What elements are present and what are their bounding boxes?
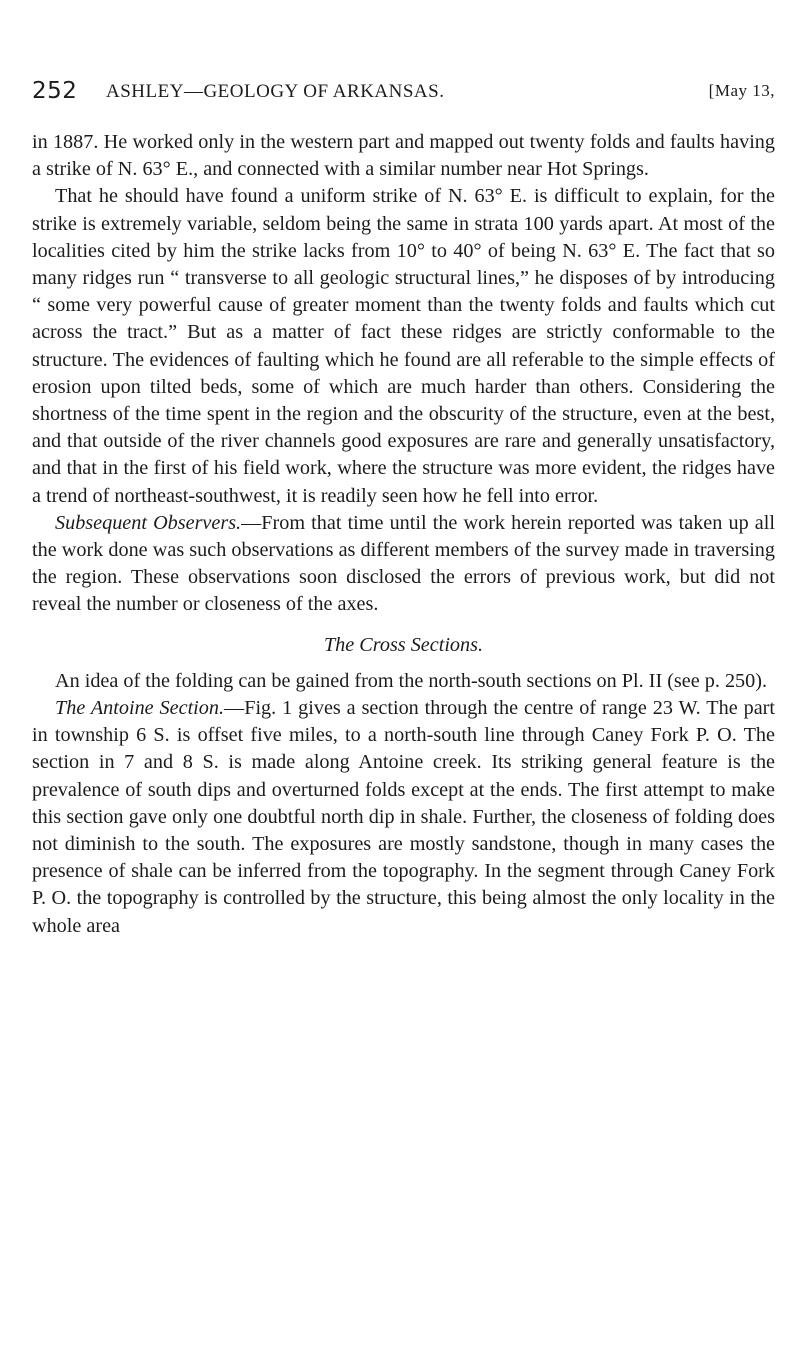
body-text	[32, 129, 775, 940]
running-title: ASHLEY—GEOLOGY OF ARKANSAS.	[106, 81, 445, 102]
paragraph-3-lead: Subsequent Observers.	[55, 511, 242, 534]
paragraph-4: An idea of the folding can be gained from the north-south sections on Pl. II (see p. 250).	[55, 669, 767, 692]
paragraph-2: That he should have found a uniform strike of N. 63° E. is difficult to explain, for the strike is extremely variable, seldom being the same in strata 100 yards apart. At most of the localities cited by him the strike lacks from 10° to 40° of being N. 63° E. The fact that so many ridges run “ transverse to all geologic structural lines,” he disposes of by introducing “ some very powerful cause of greater moment than the twenty folds and faults which cut across the tract.” But as a matter of fact these ridges are strictly conformable to the structure. The evidences of faulting which he found are all referable to the simple effects of erosion upon tilted beds, some of which are much harder than others. Considering the shortness of the time spent in the region and the obscurity of the structure, even at the best, and that outside of the river channels good exposures are rare and generally unsatisfactory, and that in the first of his field work, where the structure was more evident, the ridges have a trend of northeast-southwest, it is readily seen how he fell into error.	[32, 185, 775, 507]
paragraph-5-lead: The Antoine Section.	[55, 697, 225, 720]
running-header	[32, 78, 775, 118]
header-date: [May 13,	[708, 81, 775, 100]
paragraph-1: in 1887. He worked only in the western part and mapped out twenty folds and faults having a strike of N. 63° E., and connected with a similar number near Hot Springs.	[32, 131, 775, 181]
paragraph-3	[32, 510, 775, 619]
page-number: 252	[32, 78, 78, 104]
paragraph-5-text: —Fig. 1 gives a section through the centre of range 23 W. The part in township 6 S. is offset five miles, to a north-south line through Caney Fork P. O. The section in 7 and 8 S. is made along Antoine creek. Its striking general feature is the prevalence of south dips and overturned folds except at the ends. The first attempt to make this section gave only one doubtful north dip in shale. Further, the closeness of folding does not diminish to the south. The exposures are mostly sandstone, though in many cases the presence of shale can be inferred from the topography. In the segment through Caney Fork P. O. the topography is controlled by the structure, this being almost the only locality in the whole area	[32, 697, 775, 937]
paragraph-3-text: —From that time until the work herein reported was taken up all the work done was such observations as different members of the survey made in traversing the region. These observations soon disclosed the errors of previous work, but did not reveal the number or closeness of the axes.	[32, 511, 775, 616]
paragraph-5	[32, 695, 775, 940]
section-heading: The Cross Sections.	[323, 633, 484, 656]
